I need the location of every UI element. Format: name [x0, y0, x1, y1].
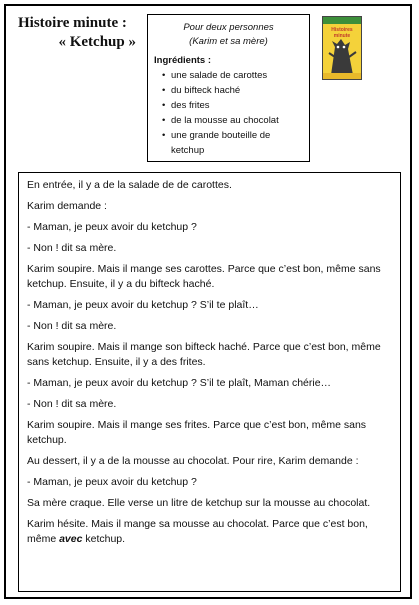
story-text-box — [18, 172, 401, 592]
story-text: Karim hésite. Mais il mange sa mousse au chocolat. Parce que c’est bon, même — [27, 518, 368, 545]
story-paragraph: - Maman, je peux avoir du ketchup ? S’il te plaît… — [27, 299, 259, 311]
book-cover-image — [322, 16, 362, 80]
story-paragraph: - Non ! dit sa mère. — [27, 398, 117, 410]
title-line-1: Histoire minute : — [18, 15, 127, 31]
ingredients-label: Ingrédients : — [154, 55, 212, 66]
ingredients-box — [147, 14, 310, 162]
story-paragraph: Karim soupire. Mais il mange ses carottes. Parce que c’est bon, même sans ketchup. Ensuite, il y a du bifteck haché. — [27, 263, 381, 290]
ingredient-item: • une grande bouteille de ketchup — [162, 128, 303, 158]
story-paragraph: Sa mère craque. Elle verse un litre de ketchup sur la mousse au chocolat. — [27, 497, 371, 509]
ingredients-list — [154, 68, 303, 158]
story-paragraph: Karim soupire. Mais il mange son bifteck haché. Parce que c’est bon, même sans ketchup. Ensuite, il y a des frites. — [27, 341, 381, 368]
ingredient-item: • du bifteck haché — [162, 83, 303, 98]
story-paragraph-final — [27, 517, 392, 547]
ingredient-item: • de la mousse au chocolat — [162, 113, 303, 128]
servings-detail: (Karim et sa mère) — [189, 36, 268, 47]
emphasis-text: avec — [59, 533, 83, 545]
story-paragraph: - Non ! dit sa mère. — [27, 320, 117, 332]
ingredients-header — [154, 21, 303, 49]
title-line-2: « Ketchup » — [58, 34, 136, 50]
story-paragraph: - Maman, je peux avoir du ketchup ? S’il te plaît, Maman chérie… — [27, 377, 332, 389]
ingredient-item: • des frites — [162, 98, 303, 113]
story-paragraph: - Maman, je peux avoir du ketchup ? — [27, 221, 197, 233]
story-paragraph: - Maman, je peux avoir du ketchup ? — [27, 476, 197, 488]
story-text: ketchup. — [82, 533, 126, 545]
story-title — [18, 14, 136, 52]
book-title-line-1: Histoires — [331, 27, 353, 33]
ingredient-item: • une salade de carottes — [162, 68, 303, 83]
story-paragraph: Au dessert, il y a de la mousse au chocolat. Pour rire, Karim demande : — [27, 455, 359, 467]
servings-line: Pour deux personnes — [183, 22, 274, 33]
story-paragraph: Karim soupire. Mais il mange ses frites. Parce que c’est bon, même sans ketchup. — [27, 419, 367, 446]
story-paragraph: En entrée, il y a de la salade de de carottes. — [27, 179, 232, 191]
book-cover-illustration — [323, 17, 361, 79]
story-paragraph: - Non ! dit sa mère. — [27, 242, 117, 254]
book-title-line-2: minute — [333, 33, 351, 39]
story-paragraph: Karim demande : — [27, 200, 107, 212]
